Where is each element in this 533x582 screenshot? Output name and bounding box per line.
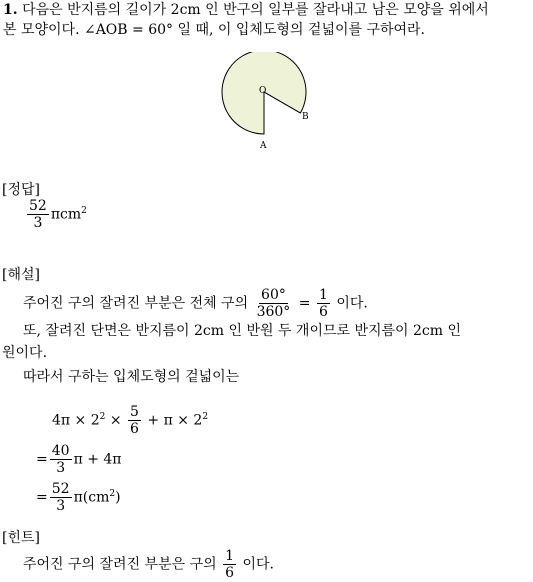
calc-step-2-denominator: 3	[56, 460, 66, 477]
calc-step-2-fraction	[50, 443, 72, 476]
solution-line-2: 또, 잘려진 단면은 반지름이 2cm 인 반원 두 개이므로 반지름이 2cm 인	[23, 323, 462, 339]
hint-heading: [힌트]	[2, 530, 40, 546]
ratio-numerator: 60°	[261, 287, 286, 303]
answer-fraction	[27, 198, 49, 231]
hint-line	[23, 548, 274, 581]
problem-line-2: 본 모양이다. ∠AOB = 60° 일 때, 이 입체도형의 겉넓이를 구하여라.	[3, 22, 426, 38]
calc-step-3-tail: π(cm	[73, 489, 110, 506]
ratio-denominator: 360°	[256, 304, 291, 321]
label-b: B	[302, 112, 309, 122]
problem-number: 1.	[3, 2, 18, 18]
calc-step-3-fraction	[50, 481, 72, 514]
label-o: O	[259, 86, 267, 96]
hint-denominator: 6	[225, 565, 234, 582]
answer-denominator: 3	[33, 215, 43, 232]
sixth-denominator: 6	[318, 304, 328, 321]
calc-step-1-c-exp: 2	[202, 411, 209, 422]
problem-line-1	[3, 3, 489, 17]
calc-step-2-tail: π + 4π	[73, 451, 122, 468]
solution-line-1-end: 이다.	[336, 295, 368, 312]
hint-fraction	[223, 548, 236, 581]
calc-step-3-exp: 2	[109, 488, 116, 499]
ratio-fraction	[255, 287, 293, 320]
hint-end: 이다.	[242, 556, 274, 573]
ratio-equals: =	[298, 295, 311, 312]
answer-unit-exponent: 2	[81, 205, 87, 216]
calc-step-3-numerator: 52	[51, 481, 70, 497]
solution-line-1	[23, 287, 368, 320]
sixth-numerator: 1	[318, 287, 328, 303]
answer-numerator: 52	[29, 198, 47, 214]
problem-text-1: 다음은 반지름의 길이가 2cm 인 반구의 일부를 잘라내고 남은 모양을 위에서	[22, 2, 489, 18]
calc-step-3-denominator: 3	[56, 498, 66, 515]
calc-step-3-eq: =	[36, 489, 48, 506]
calc-step-1-a-exp: 2	[99, 411, 106, 422]
calc-step-2-numerator: 40	[51, 443, 70, 459]
sixth-fraction	[317, 287, 330, 320]
answer-value	[25, 198, 87, 231]
calc-step-2-eq: =	[36, 451, 48, 468]
calc-step-2	[36, 443, 122, 476]
hint-text: 주어진 구의 잘려진 부분은 구의	[23, 556, 217, 573]
calc-step-1-fraction	[128, 404, 141, 437]
calc-step-1-denominator: 6	[130, 421, 139, 438]
answer-heading: [정답]	[2, 182, 40, 198]
calc-step-3-close: )	[115, 489, 121, 506]
hemisphere-top-view-figure	[215, 52, 325, 152]
calc-step-1-c: + π × 2	[147, 412, 203, 429]
calc-step-1-b: ×	[105, 412, 122, 429]
calc-step-3	[36, 481, 121, 514]
solution-line-4: 따라서 구하는 입체도형의 겉넓이는	[23, 369, 240, 385]
solution-line-1-text: 주어진 구의 잘려진 부분은 전체 구의	[23, 295, 249, 312]
solution-line-3: 원이다.	[2, 345, 48, 361]
calc-step-1	[52, 404, 208, 437]
hint-numerator: 1	[225, 548, 234, 564]
calc-step-1-a: 4π × 2	[52, 412, 100, 429]
label-a: A	[260, 141, 267, 151]
calc-step-1-numerator: 5	[130, 404, 139, 420]
solution-heading: [해설]	[2, 267, 40, 283]
answer-unit: πcm	[50, 206, 82, 223]
